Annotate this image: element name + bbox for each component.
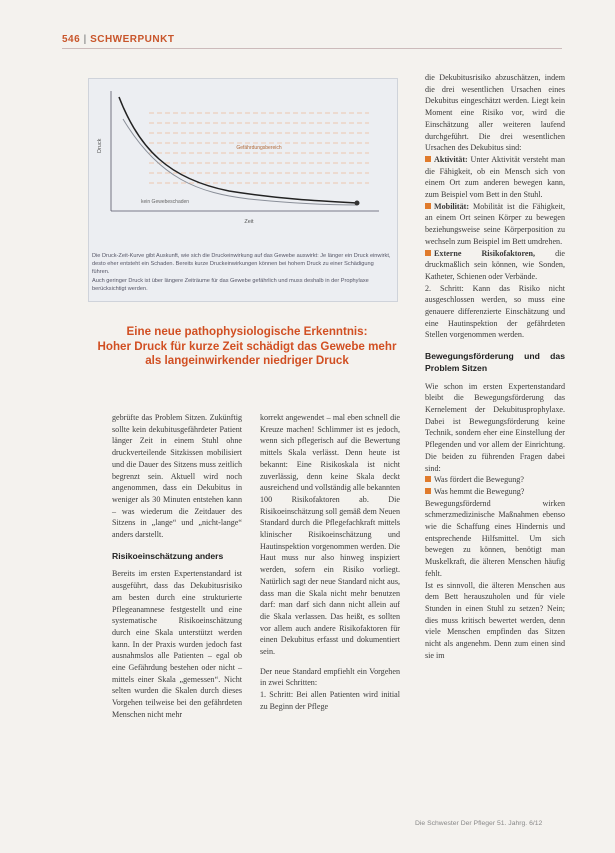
paragraph: gebrüfte das Problem Sitzen. Zukünftig sollte kein dekubitusgefährdeter Patient länger Zeit in einem Stuhl ohne druckverteilende Sitzkissen mobilisiert und die Dauer des Sitzens muss zeitlich begrenzt sein. Aktuell wird noch angenommen, dass ein Dekubitus in weniger als 30 Minuten entstehen kann – was wiederum die Zeitdauer des Sitzens in „lange“ und „nicht-lange“ anders darstellt. bbox=[112, 413, 242, 540]
subheading-movement: Bewegungsförderung und das Problem Sitzen bbox=[425, 351, 565, 373]
header-separator: | bbox=[83, 34, 87, 45]
bullet-text: Unter Aktivität versteht man die Fähigkeit, ob ein Mensch sich von einem Ort zum anderen bewegen kann, zum Beispiel vom Bett in den Stuhl. bbox=[425, 154, 565, 200]
paragraph: Der neue Standard empfiehlt ein Vorgehen in zwei Schritten: bbox=[260, 666, 400, 688]
question-text: Was fördert die Bewegung? bbox=[434, 475, 524, 485]
orange-square-icon bbox=[425, 488, 431, 494]
y-axis-label: Druck bbox=[97, 138, 103, 153]
paragraph: Wie schon im ersten Expertenstandard bleibt die Bewegungsförderung das Kernelement der Dekubitusprophylaxe. Dabei ist Bewegungsförderung keine Technik, sondern eher eine Einstellung der Pflegenden und vor allem der Einrichtung. Die beiden zu führenden Fragen dabei sind: bbox=[425, 381, 565, 473]
page-number: 546 bbox=[62, 34, 81, 45]
text-column-3 bbox=[425, 72, 565, 661]
figure-caption bbox=[92, 252, 392, 293]
subheading-risk: Risikoeinschätzung anders bbox=[112, 550, 224, 561]
pull-quote-line-3: als langeinwirkender niedriger Druck bbox=[145, 354, 349, 367]
paragraph: Bereits im ersten Expertenstandard ist ausgeführt, dass das Dekubitusrisiko am besten durch eine strukturierte Pflegeanamnese festgestellt und eine systematische Risikoeinschätzung durch eine Skala unterstützt werden kann. In der Praxis wurden jedoch fast ausnahmslos alle Patienten – egal ob eine Gefährdung bestehen oder nicht – mittels einer Skala „gemessen“. Nicht selten wurden die Skalen durch dieses Vorgehen teilweise bei den gefährdeten Menschen nicht mehr bbox=[112, 569, 242, 719]
orange-square-icon bbox=[425, 203, 431, 209]
bullet-text: die druckmaßlich sein können, wie Sonden, Katheter, Schienen oder Verbände. bbox=[425, 248, 565, 281]
bullet-title: Aktivität: bbox=[434, 154, 468, 164]
caption-line-1: Die Druck-Zeit-Kurve gibt Auskunft, wie sich die Druckeinwirkung auf das Gewebe auswirkt: Je länger ein Druck einwirkt, desto eher entsteht ein Schaden. Bereits kurze Druckeinwirkungen können bei hohem Druck zu einer Schädigung führen. bbox=[92, 253, 391, 276]
orange-square-icon bbox=[425, 476, 431, 482]
text-column-2 bbox=[260, 412, 400, 713]
bullet-item bbox=[425, 154, 565, 201]
bullet-title: Externe Risikofaktoren, bbox=[434, 248, 536, 258]
caption-line-2: Auch geringer Druck ist über längere Zeiträume für das Gewebe gefährlich und muss deshalb in der Prophylaxe berücksichtigt werden. bbox=[92, 277, 369, 292]
paragraph: 2. Schritt: Kann das Risiko nicht ausgeschlossen werden, so muss eine genauere differenzierte Einschätzung und eine Hautinspektion der gefährdeten Stellen vorgenommen werden. bbox=[425, 283, 565, 340]
band-label: Gefährdungsbereich bbox=[236, 145, 282, 151]
orange-square-icon bbox=[425, 250, 431, 256]
bullet-item bbox=[425, 201, 565, 248]
header-rule bbox=[62, 48, 562, 49]
paragraph: 1. Schritt: Bei allen Patienten wird initial zu Beginn der Pflege bbox=[260, 690, 400, 711]
paragraph: Bewegungsfördernd wirken schmerzmedizinische Maßnahmen ebenso wie die Schaffung eines Hindernis und entsprechende Hilfsmittel. Um sich bewegen zu können, benötigt man Muskelkraft, die älteren Menschen häufig fehlt. bbox=[425, 498, 565, 578]
paragraph: die Dekubitusrisiko abzuschätzen, indem die drei wesentlichen Ursachen eines Dekubitus eingeschätzt werden. Liegt kein Moment eine Risiko vor, wird die Einschätzung aller weiteren laufend durchgeführt. Die drei wesentlichen Ursachen des Dekubitus sind: bbox=[425, 73, 565, 153]
section-title: SCHWERPUNKT bbox=[90, 34, 175, 45]
running-header bbox=[62, 34, 174, 45]
pull-quote-line-1: Eine neue pathophysiologische Erkenntnis: bbox=[126, 325, 368, 338]
question-item bbox=[425, 474, 565, 486]
pull-quote-line-2: Hoher Druck für kurze Zeit schädigt das Gewebe mehr bbox=[97, 339, 397, 353]
pull-quote bbox=[82, 325, 412, 369]
bullet-text: Mobilität ist die Fähigkeit, an einem Ort seinen Körper zu bewegen beziehungsweise seine Körperposition zu wechseln zum Beispiel im Bett umdrehen. bbox=[425, 201, 565, 246]
question-text: Was hemmt die Bewegung? bbox=[434, 486, 525, 496]
footer: Die Schwester Der Pfleger 51. Jahrg. 6/12 bbox=[415, 820, 543, 827]
bullet-item bbox=[425, 248, 565, 283]
text-column-1 bbox=[112, 412, 242, 721]
curve-end-marker bbox=[355, 201, 360, 206]
question-item bbox=[425, 486, 565, 498]
paragraph: korrekt angewendet – mal eben schnell die Kreuze machen! Schlimmer ist es jedoch, wenn sich pflegerisch auf die Bewertung mittels Skala verlässt. Denn heute ist bekannt: Eine Risikoskala ist nicht zuverlässig, denn keine Skala deckt ausreichend und vollständig alle bekannten 100 Risikofaktoren ab. Die Risikoeinschätzung soll gemäß dem Neuen Standard durch die Pflegefachkraft mittels klinischer Risikoeinschätzung und Hautinspektion vorgenommen werden. Die Haut muss nur also hinweg inspiziert werden, sofern ein Risiko vorliegt. Natürlich sagt der neue Standard nicht aus, dass man die Skala nicht mehr benutzen darf: man darf sich dann nicht allein auf die Skala verlassen. Das heißt, es sollten vor allem auch andere Risikofaktoren für einen Dekubitus erfasst und dokumentiert sein. bbox=[260, 413, 400, 657]
paragraph: Ist es sinnvoll, die älteren Menschen aus dem Bett herauszuholen und für viele Stunden in einen Stuhl zu setzen? Nein; dies muss kritisch bewertet werden, denn viele Menschen empfinden das Sitzen nicht als angenehm. Denn zum einen sind sie im bbox=[425, 580, 565, 660]
curve-label: kein Gewebeschaden bbox=[141, 199, 190, 205]
orange-square-icon bbox=[425, 156, 431, 162]
x-axis-label: Zeit bbox=[244, 219, 254, 225]
bullet-title: Mobilität: bbox=[434, 201, 470, 211]
